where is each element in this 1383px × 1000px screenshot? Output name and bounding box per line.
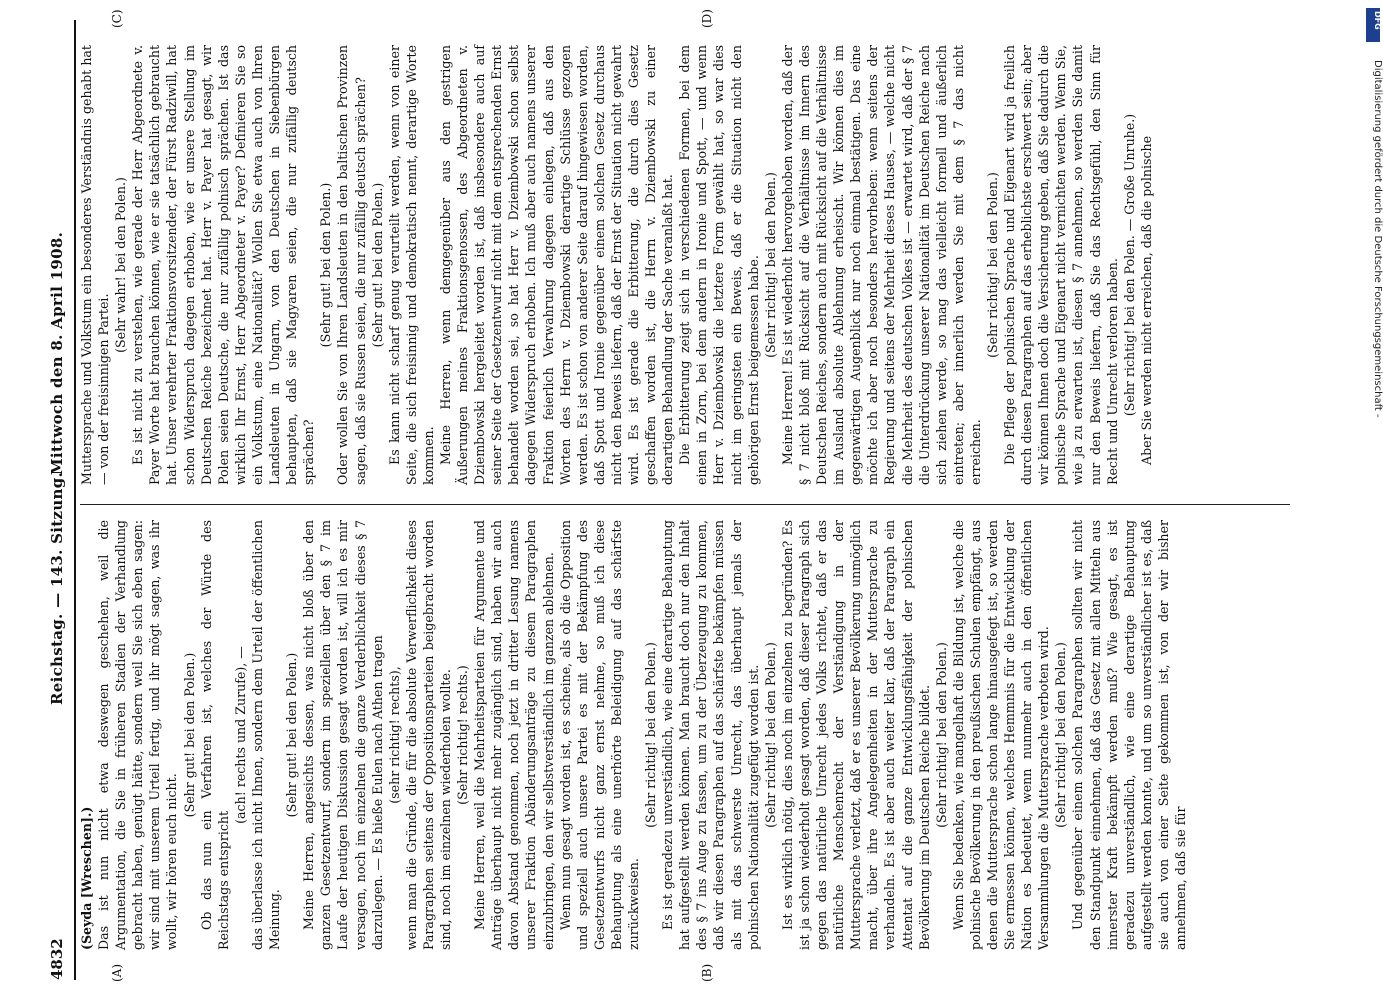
paragraph: Wenn Sie bedenken, wie mangelhaft die Bildung ist, welche die polnische Bevölkerung in den preußischen Schulen empfängt, aus denen die Muttersprache schon lange hinausgefegt ist, so werden Sie ermessen können, welches Hemmnis für die Entwicklung der Nation es bedeutet, wenn nunmehr auch in den öffentlichen Versammlungen die Muttersprache verboten wird. [950, 520, 1052, 950]
interjection: (Sehr gut! bei den Polen.) [369, 182, 385, 348]
session-date: Mittwoch den 8. April 1908. [48, 231, 66, 475]
paragraph: Es ist geradezu unverständlich, wie eine derartige Behauptung hat aufgestellt werden können. Man braucht doch nur den Inhalt des § 7 ins Auge zu fassen, um zu der Überzeugung zu kommen, daß wir diesen Paragraphen auf das schärfste bekämpfen müssen als mit das schwerste Unrecht, das überhaupt jemals der polnischen Nationalität zugefügt worden ist. [660, 520, 761, 950]
margin-marker-b: (B) [700, 963, 714, 982]
paragraph: Meine Herren, wenn demgegenüber aus den gestrigen Äußerungen meines Fraktionsgenossen, des Abgeordneten v. Dziembowski hergeleitet worden ist, daß insbesondere auch auf seiner Seite der Gesetzentwurf nicht mit dem entsprechenden Ernst behandelt worden sei, so hat Herr v. Dziembowski schon selbst dagegen Widerspruch erhoben. Ich muß aber auch namens unserer Fraktion feierlich Verwahrung dagegen einlegen, daß aus den Worten des Herrn v. Dziembowski derartige Schlüsse gezogen werden. Es ist schon von anderer Seite darauf hingewiesen worden, daß Spott und Ironie gegenüber einem solchen Gesetz durchaus nicht den Beweis liefern, daß der Ernst der Situation nicht gewahrt wird. Es ist gerade die Erbitterung, die durch dies Gesetz geschaffen worden ist, die Herrn v. Dziembowski zu einer derartigen Behandlung der Sache veranlaßt hat. [437, 45, 676, 485]
interjection: (Sehr richtig! bei den Polen.) [762, 642, 778, 828]
paragraph: Muttersprache und Volkstum ein besonderes Verständnis gehabt hat — von der freisinnigen Partei. [79, 45, 112, 485]
paragraph: das überlasse ich nicht Ihnen, sondern dem Urteil der öffentlichen Meinung. [249, 520, 283, 950]
paragraph: Meine Herren! Es ist wiederholt hervorgehoben worden, daß der § 7 nicht bloß mit Rücksicht auf die Verhältnisse im Innern des Deutschen Reiches, sondern auch mit Rücksicht auf die Verhältnisse im Ausland absolute Ablehnung erheischt. Wir können dies im gegenwärtigen Augenblick nur noch einmal bestätigen. Das eine möchte ich aber noch besonders hervorheben: wenn seitens der Regierung und seitens der Mehrheit dieses Hauses, — welche nicht die Mehrheit des deutschen Volkes ist — erwartet wird, daß der § 7 die Unterdrückung unserer Nationalität im Deutschen Reiche nach sich ziehen werde, so mag das vielleicht formell und äußerlich eintreten; aber innerlich werden Sie mit dem § 7 das nicht erreichen. [779, 45, 983, 485]
paragraph: Ob das nun ein Verfahren ist, welches der Würde des Reichstags entspricht [198, 520, 231, 950]
right-column [78, 45, 1155, 485]
margin-marker-a: (A) [110, 963, 124, 982]
interjection: (Sehr richtig! bei den Polen.) [984, 172, 1000, 358]
interjection: (Sehr richtig! bei den Polen.) [1053, 642, 1069, 828]
paragraph: Die Erbitterung zeigt sich in verschiedenen Formen, bei dem einen in Zorn, bei dem andern in Ironie und Spott, — und wenn Herr v. Dziembowski die letztere Form gewählt hat, so war dies nicht im geringsten ein Beweis, daß er die Situation nicht den gehörigen Ernst beigemessen habe. [677, 45, 761, 485]
dfg-logo-text: DFG [1373, 11, 1382, 30]
paragraph: Meine Herren, weil die Mehrheitsparteien für Argumente und Anträge überhaupt nicht mehr zugänglich sind, haben wir auch davon Abstand genommen, noch jetzt in dritter Lesung namens unserer Fraktion Abänderungsanträge zu diesem Paragraphen einzubringen, den wir selbstverständlich im ganzen ablehnen. [472, 520, 556, 950]
interjection: (Sehr richtig! bei den Polen.) [643, 642, 659, 828]
interjection: (Sehr gut! bei den Polen.) [181, 652, 197, 818]
interjection: (Sehr richtig! bei den Polen.) [933, 642, 949, 828]
margin-marker-c: (C) [110, 9, 124, 28]
left-column [78, 520, 1189, 950]
paragraph: wenn man die Gründe, die für die absolute Verwerflichkeit dieses Paragraphen seitens der Oppositionsparteien beigebracht worden sind, noch im einzelnen wiederholen wollte. [403, 520, 453, 950]
speaker-label: (Seyda [Wreschen].) [79, 806, 94, 950]
digitization-credit: Digitalisierung gefördert durch die Deutsche Forschungsgemeinschaft - [1372, 60, 1383, 418]
page-header [40, 20, 76, 980]
interjection: (sehr richtig! rechts), [386, 666, 402, 804]
interjection: (Sehr gut! bei den Polen.) [318, 182, 334, 348]
interjection: (Sehr richtig! bei den Polen. — Große Unruhe.) [1121, 113, 1137, 417]
paragraph: Es ist nicht zu verstehen, wie gerade der Herr Abgeordnete v. Payer Worte hat brauchen können, wie er sie tatsächlich gebraucht hat. Unser verehrter Fraktionsvorsitzender, der Fürst Radziwill, hat schon Widerspruch dagegen erhoben, wie er unsere Stellung im Deutschen Reiche bezeichnet hat. Herr v. Payer hat gesagt, wir Polen seien Deutsche, die nur zufällig polnisch sprächen. Ist das wirklich Ihr Ernst, Herr Abgeordneter v. Payer? Definieren Sie so ein Volkstum, eine Nationalität? Wollen Sie etwa auch von Ihren Landsleuten in Ungarn, von den Deutschen in Siebenbürgen behaupten, daß sie Magyaren seien, die nur zufällig deutsch sprächen? [130, 45, 317, 485]
paragraph: Es kann nicht scharf genug verurteilt werden, wenn von einer Seite, die sich freisinnig und demokratisch nennt, derartige Worte kommen. [386, 45, 436, 485]
interjection: (Sehr wahr! bei den Polen.) [113, 177, 129, 353]
interjection: (Sehr gut! bei den Polen.) [284, 652, 300, 818]
page-number: 4832 [48, 938, 66, 980]
interjection: (Sehr richtig! bei den Polen.) [762, 172, 778, 358]
paragraph: Meine Herren, angesichts dessen, was nicht bloß über den ganzen Gesetzentwurf, sondern im speziellen über den § 7 im Laufe der heutigen Diskussion gesagt worden ist, will ich es mir versagen, noch im einzelnen die ganze Verderblichkeit dieses § 7 darzulegen. — Es hieße Eulen nach Athen tragen [301, 520, 385, 950]
column-divider [80, 504, 1290, 505]
paragraph: Die Pflege der polnischen Sprache und Eigenart wird ja freilich durch diesen Paragraphen auf das erheblichste erschwert sein; aber wir können Ihnen doch die Versicherung geben, daß Sie dadurch die polnische Sprache und Eigenart nicht vernichten werden. Wenn Sie, wie ja zu erwarten ist, diesen § 7 annehmen, so werden Sie damit nur den Beweis liefern, daß Sie das Rechtsgefühl, den Sinn für Recht und Unrecht verloren haben. [1002, 45, 1120, 485]
session-title: Reichstag. — 143. Sitzung. [48, 471, 66, 705]
paragraph: Und gegenüber einem solchen Paragraphen sollten wir nicht den Standpunkt einnehmen, daß das Gesetz mit allen Mitteln aus innerster Kraft bekämpft werden muß? Wie gesagt, es ist geradezu unverständlich, wie eine derartige Behauptung aufgestellt werden konnte, und um so unverständlicher ist es, daß sie auch von einer Seite gekommen ist, von der wir bisher annehmen, daß sie für [1070, 520, 1188, 950]
paragraph: Oder wollen Sie von Ihren Landsleuten in den baltischen Provinzen sagen, daß sie Russen seien, die nur zufällig deutsch sprächen? [335, 45, 368, 485]
paragraph: Wenn nun gesagt worden ist, es scheine, als ob die Opposition und speziell auch unsere Partei es mit der Bekämpfung des Gesetzentwurfs nicht ganz ernst nehme, so muß ich diese Behauptung als eine unerhörte Beleidigung auf das schärfste zurückweisen. [557, 520, 641, 950]
dfg-logo [1366, 8, 1380, 42]
interjection: (Sehr richtig! rechts.) [455, 665, 471, 805]
margin-marker-d: (D) [700, 9, 714, 28]
paragraph: Aber Sie werden nicht erreichen, daß die polnische [1138, 135, 1154, 465]
interjection: (ach! rechts und Zurufe), — [232, 646, 248, 824]
paragraph: Ist es wirklich nötig, dies noch im einzelnen zu begründen? Es ist ja schon wiederholt gesagt worden, daß dieser Paragraph sich gegen das natürliche Unrecht jedes Volks richtet, daß er das natürliche Menschenrecht der Verständigung in der Muttersprache verletzt, daß er es unserer Bevölkerung unmöglich macht, über ihre Angelegenheiten in der Muttersprache zu verhandeln. Es ist aber auch weiter klar, daß der Paragraph ein Attentat auf die ganze Entwicklungsfähigkeit der polnischen Bevölkerung im Deutschen Reiche bildet. [779, 520, 932, 950]
paragraph: Das ist nun nicht etwa deswegen geschehen, weil die Argumentation, die Sie in früheren Stadien der Verhandlung gebracht haben, genügt hätte, sondern weil Sie sich eben sagen: wir sind mit unserem Urteil fertig, und ihr mögt sagen, was ihr wollt, wir hören euch nicht. [96, 520, 180, 950]
